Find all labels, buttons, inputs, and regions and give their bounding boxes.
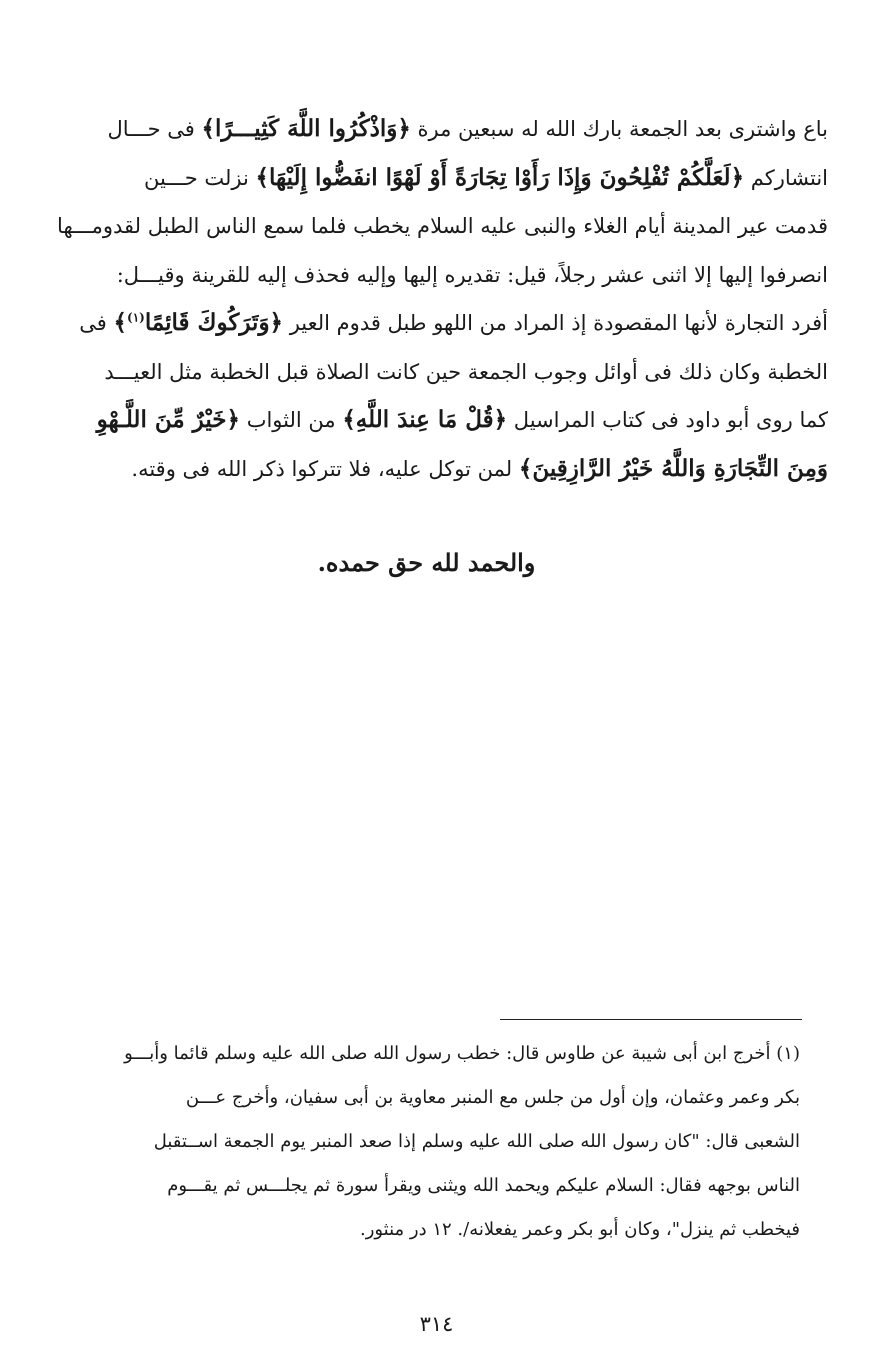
text-span: انتشاركم <box>750 165 828 190</box>
text-line <box>48 445 828 494</box>
text-span: أفرد التجارة لأنها المقصودة إذ المراد من اللهو طبل قدوم العير <box>289 311 828 335</box>
text-line <box>48 348 828 397</box>
footnote-reference[interactable]: (١) <box>127 310 145 325</box>
quran-bracket-close: ﴾ <box>113 309 128 336</box>
footnote-line: فيخطب ثم ينزل"، وكان أبو بكر وعمر يفعلانه/. ١٢ در منثور. <box>359 1219 800 1240</box>
text-span: انصرفوا إليها إلا اثنى عشر رجلاً، قيل: تقديره إليها وإليه فحذف إليه للقرينة وقيـــل: <box>116 262 828 287</box>
page-number: ٣١٤ <box>419 1312 454 1336</box>
footnote-line: الشعبى قال: "كان رسول الله صلى الله عليه وسلم إذا صعد المنبر يوم الجمعة اســتقبل <box>153 1131 800 1152</box>
quran-quote-text: ﴿وَتَرَكُوكَ قَائِمًا <box>144 309 284 336</box>
text-line <box>48 105 828 154</box>
text-span: باع واشترى بعد الجمعة بارك الله له سبعين مرة <box>417 117 828 141</box>
text-span: كما روى أبو داود فى كتاب المراسيل <box>513 408 828 432</box>
text-line <box>48 154 828 203</box>
footnote-block <box>48 1032 800 1252</box>
text-span: لمن توكل عليه، فلا تتركوا ذكر الله فى وقته. <box>131 456 513 481</box>
text-span: من الثواب <box>246 408 336 432</box>
text-line <box>48 202 828 251</box>
text-line <box>48 299 828 348</box>
quran-quote: ﴿خَيْرٌ مِّنَ اللَّـهْوِ <box>96 406 240 433</box>
quran-quote <box>114 309 284 336</box>
main-text-block <box>48 105 828 493</box>
text-line <box>48 251 828 300</box>
quran-quote: وَمِنَ التِّجَارَةِ وَاللَّهُ خَيْرُ الرَّازِقِينَ﴾ <box>518 454 828 482</box>
text-span: الخطبة وكان ذلك فى أوائل وجوب الجمعة حين كانت الصلاة قبل الخطبة مثل العيـــد <box>104 359 828 384</box>
quran-quote: ﴿قُلْ مَا عِندَ اللَّهِ﴾ <box>342 406 508 433</box>
footnote-divider <box>500 1019 802 1020</box>
footnote-line: بكر وعمر وعثمان، وإن أول من جلس مع المنبر معاوية بن أبى سفيان، وأخرج عـــن <box>185 1087 800 1108</box>
quran-quote: ﴿وَاذْكُرُوا اللَّهَ كَثِيـــرًا﴾ <box>201 115 411 142</box>
text-span: قدمت عير المدينة أيام الغلاء والنبى عليه السلام يخطب فلما سمع الناس الطبل لقدومـــها <box>57 214 828 238</box>
text-span: نزلت حـــين <box>143 165 249 190</box>
footnote-line: (١) أخرج ابن أبى شيبة عن طاوس قال: خطب رسول الله صلى الله عليه وسلم قائما وأبـــو <box>124 1043 800 1064</box>
text-line <box>48 396 828 445</box>
text-span: فى <box>79 311 107 335</box>
closing-phrase <box>0 548 873 577</box>
text-span: فى حـــال <box>107 117 195 141</box>
footnote-line: الناس بوجهه فقال: السلام عليكم ويحمد الله ويثنى ويقرأ سورة ثم يجلـــس ثم يقـــوم <box>167 1175 800 1196</box>
quran-quote: ﴿لَعَلَّكُمْ تُفْلِحُونَ وَإِذَا رَأَوْا تِجَارَةً أَوْ لَهْوًا انفَضُّوا إِلَيْهَا﴾ <box>255 163 745 191</box>
closing-text: والحمد لله حق حمده. <box>317 548 536 577</box>
